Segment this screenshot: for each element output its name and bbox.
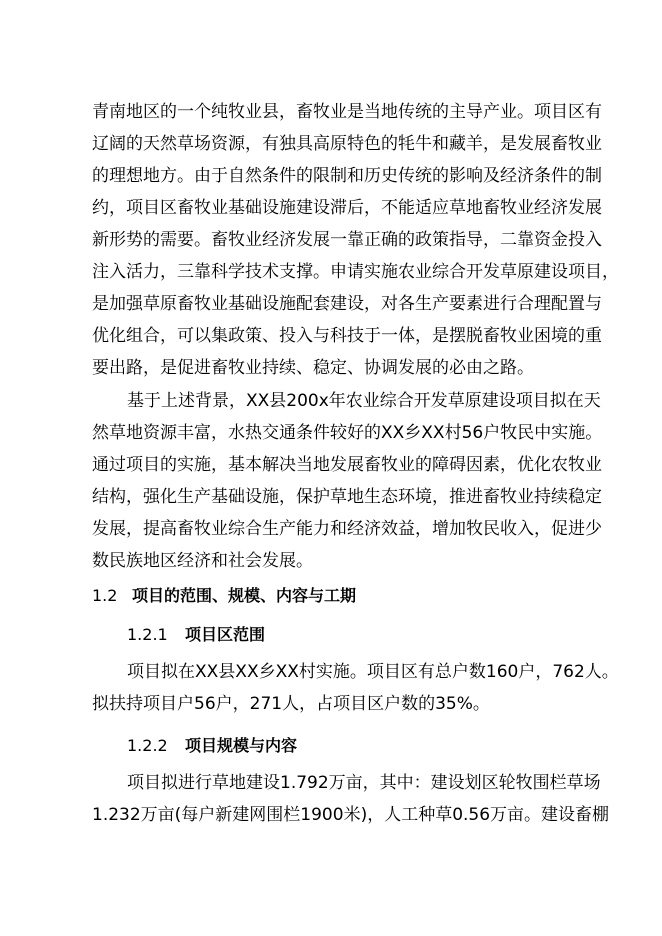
- paragraph-4-line: 1.232万亩(每户新建网围栏1900米)，人工种草0.56万亩。建设畜棚: [92, 805, 610, 825]
- section-heading-1-2: [92, 584, 356, 608]
- paragraph-2-line: 发展，提高畜牧业综合生产能力和经济效益，增加牧民收入，促进少: [92, 519, 602, 539]
- paragraph-1-line: 约，项目区畜牧业基础设施建设滞后，不能适应草地畜牧业经济发展: [92, 198, 602, 218]
- section-number: 1.2.2: [127, 736, 168, 755]
- paragraph-1-line: 辽阔的天然草场资源，有独具高原特色的牦牛和藏羊，是发展畜牧业: [92, 134, 602, 154]
- paragraph-2-line: 通过项目的实施，基本解决当地发展畜牧业的障碍因素，优化农牧业: [92, 455, 602, 475]
- section-number: 1.2.1: [127, 625, 168, 644]
- section-heading-1-2-1: [127, 623, 265, 647]
- paragraph-2-line: 结构，强化生产基础设施，保护草地生态环境，推进畜牧业持续稳定: [92, 487, 602, 507]
- section-heading-1-2-2: [127, 734, 297, 758]
- paragraph-1-line: 青南地区的一个纯牧业县，畜牧业是当地传统的主导产业。项目区有: [92, 102, 602, 122]
- paragraph-2-line: 基于上述背景，XX县200x年农业综合开发草原建设项目拟在天: [127, 391, 601, 411]
- paragraph-3-line: 项目拟在XX县XX乡XX村实施。项目区有总户数160户，762人。: [127, 662, 619, 682]
- paragraph-1-line: 要出路，是促进畜牧业持续、稳定、协调发展的必由之路。: [92, 358, 534, 378]
- section-title: 项目规模与内容: [185, 736, 298, 755]
- section-title: 项目的范围、规模、内容与工期: [132, 586, 357, 605]
- paragraph-1-line: 注入活力，三靠科学技术支撑。申请实施农业综合开发草原建设项目，: [92, 262, 619, 282]
- paragraph-2-line: 然草地资源丰富，水热交通条件较好的XX乡XX村56户牧民中实施。: [92, 423, 603, 443]
- paragraph-2-line: 数民族地区经济和社会发展。: [92, 551, 313, 571]
- section-number: 1.2: [92, 586, 118, 605]
- paragraph-1-line: 是加强草原畜牧业基础设施配套建设，对各生产要素进行合理配置与: [92, 294, 602, 314]
- paragraph-4-line: 项目拟进行草地建设1.792万亩，其中：建设划区轮牧围栏草场: [127, 773, 601, 793]
- paragraph-1-line: 的理想地方。由于自然条件的限制和历史传统的影响及经济条件的制: [92, 166, 602, 186]
- section-title: 项目区范围: [185, 625, 266, 644]
- paragraph-3-line: 拟扶持项目户56户，271人，占项目区户数的35%。: [92, 694, 490, 714]
- paragraph-1-line: 新形势的需要。畜牧业经济发展一靠正确的政策指导，二靠资金投入: [92, 230, 602, 250]
- paragraph-1-line: 优化组合，可以集政策、投入与科技于一体，是摆脱畜牧业困境的重: [92, 326, 602, 346]
